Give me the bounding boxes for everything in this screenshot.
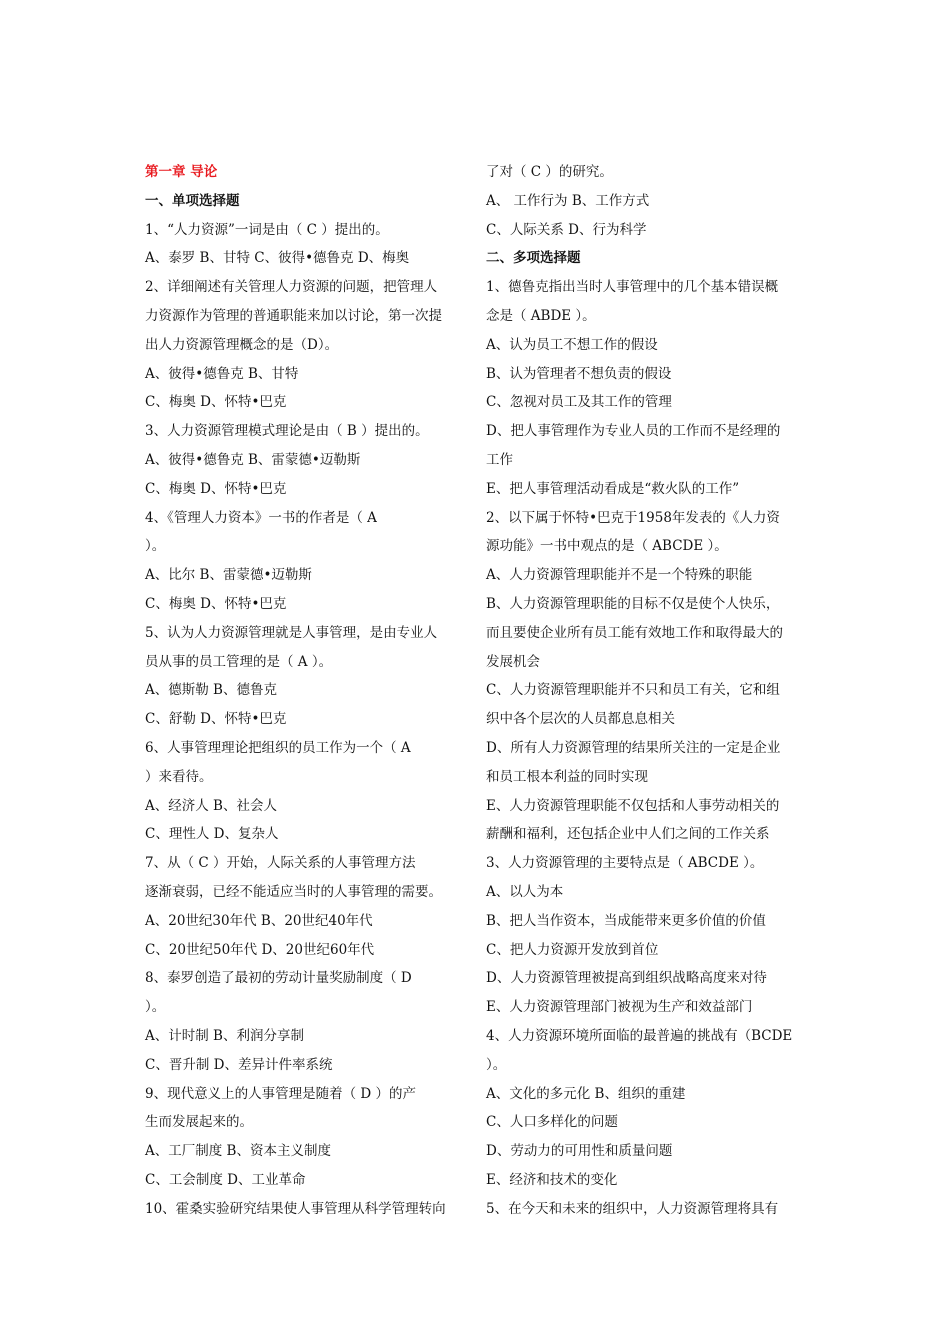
right-text-line-2: C、人际关系 D、行为科学: [486, 221, 647, 238]
left-text-line-24: 7、从（ C ）开始，人际关系的人事管理方法: [145, 855, 416, 872]
left-text-line-34: A、工厂制度 B、资本主义制度: [145, 1143, 331, 1160]
left-text-line-23: C、理性人 D、复杂人: [145, 826, 279, 843]
right-text-line-10: 工作: [486, 451, 513, 468]
left-text-line-36: 10、霍桑实验研究结果使人事管理从科学管理转向: [145, 1200, 446, 1217]
right-text-line-24: 3、人力资源管理的主要特点是（ ABCDE ）。: [486, 855, 764, 872]
chapter-title: 第一章 导论: [145, 164, 218, 180]
left-column: [145, 158, 467, 1223]
left-text-line-14: A、比尔 B、雷蒙德•迈勒斯: [145, 567, 312, 584]
right-text-line-11: E、把人事管理活动看成是“救火队的工作”: [486, 480, 740, 497]
left-text-line-13: ）。: [145, 538, 166, 555]
left-text-line-2: 1、“人力资源”一词是由（ C ）提出的。: [145, 221, 389, 238]
right-text-line-21: 和员工根本利益的同时实现: [486, 768, 648, 785]
left-text-line-31: C、晋升制 D、差异计件率系统: [145, 1056, 333, 1073]
right-text-line-1: A、 工作行为 B、工作方式: [486, 192, 650, 209]
left-text-line-17: 员从事的员工管理的是（ A ）。: [145, 653, 333, 670]
right-text-line-25: A、以人为本: [486, 883, 564, 900]
right-text-line-12: 2、以下属于怀特•巴克于1958年发表的《人力资: [486, 509, 780, 526]
right-text-line-7: B、认为管理者不想负责的假设: [486, 365, 672, 382]
right-text-line-6: A、认为员工不想工作的假设: [486, 336, 658, 353]
right-text-line-26: B、把人当作资本，当成能带来更多价值的价值: [486, 912, 766, 929]
right-text-line-22: E、人力资源管理职能不仅包括和人事劳动相关的: [486, 797, 780, 814]
right-text-line-18: C、人力资源管理职能并不只和员工有关，它和组: [486, 682, 780, 699]
left-text-line-5: 力资源作为管理的普通职能来加以讨论，第一次提: [145, 307, 442, 324]
right-text-line-28: D、人力资源管理被提高到组织战略高度来对待: [486, 970, 767, 987]
left-text-line-4: 2、详细阐述有关管理人力资源的问题，把管理人: [145, 279, 438, 296]
left-text-line-10: A、彼得•德鲁克 B、雷蒙德•迈勒斯: [145, 451, 361, 468]
left-text-line-32: 9、现代意义上的人事管理是随着（ D ）的产: [145, 1085, 416, 1102]
left-text-line-33: 生而发展起来的。: [145, 1114, 253, 1131]
left-text-line-25: 逐渐衰弱，已经不能适应当时的人事管理的需要。: [145, 883, 442, 900]
right-text-line-30: 4、人力资源环境所面临的最普遍的挑战有（BCDE: [486, 1027, 793, 1044]
right-text-line-4: 1、德鲁克指出当时人事管理中的几个基本错误概: [486, 279, 779, 296]
left-text-line-27: C、20世纪50年代 D、20世纪60年代: [145, 941, 375, 958]
left-text-line-19: C、舒勒 D、怀特•巴克: [145, 711, 287, 728]
left-text-line-12: 4、《管理人力资本》一书的作者是（ A: [145, 509, 377, 526]
right-text-line-9: D、把人事管理作为专业人员的工作而不是经理的: [486, 423, 781, 440]
right-column: [486, 158, 811, 1223]
left-text-line-29: ）。: [145, 999, 166, 1016]
left-text-line-18: A、德斯勒 B、德鲁克: [145, 682, 277, 699]
right-text-line-27: C、把人力资源开发放到首位: [486, 941, 659, 958]
left-text-line-21: ）来看待。: [145, 768, 213, 785]
left-text-line-7: A、彼得•德鲁克 B、甘特: [145, 365, 299, 382]
section-heading: 二、多项选择题: [486, 250, 581, 267]
right-text-line-8: C、忽视对员工及其工作的管理: [486, 394, 672, 411]
left-text-line-15: C、梅奥 D、怀特•巴克: [145, 595, 287, 612]
right-text-line-0: 了对（ C ）的研究。: [486, 164, 613, 180]
left-text-line-3: A、泰罗 B、甘特 C、彼得•德鲁克 D、梅奥: [145, 250, 410, 267]
left-text-line-9: 3、人力资源管理模式理论是由（ B ）提出的。: [145, 423, 429, 440]
left-text-line-26: A、20世纪30年代 B、20世纪40年代: [145, 912, 373, 929]
right-text-line-14: A、人力资源管理职能并不是一个特殊的职能: [486, 567, 753, 584]
right-text-line-33: C、人口多样化的问题: [486, 1114, 618, 1131]
right-text-line-35: E、经济和技术的变化: [486, 1171, 618, 1188]
right-text-line-31: ）。: [486, 1056, 507, 1073]
left-text-line-8: C、梅奥 D、怀特•巴克: [145, 394, 287, 411]
right-text-line-15: B、人力资源管理职能的目标不仅是使个人快乐，: [486, 595, 780, 612]
right-text-line-34: D、劳动力的可用性和质量问题: [486, 1143, 673, 1160]
right-text-line-32: A、文化的多元化 B、组织的重建: [486, 1085, 686, 1102]
right-text-line-19: 织中各个层次的人员都息息相关: [486, 711, 675, 728]
right-text-line-36: 5、在今天和未来的组织中，人力资源管理将具有: [486, 1200, 779, 1217]
left-text-line-16: 5、认为人力资源管理就是人事管理，是由专业人: [145, 624, 438, 641]
left-text-line-20: 6、人事管理理论把组织的员工作为一个（ A: [145, 739, 411, 756]
section-heading: 一、单项选择题: [145, 192, 240, 209]
right-text-line-13: 源功能》一书中观点的是（ ABCDE ）。: [486, 538, 728, 555]
left-text-line-30: A、计时制 B、利润分享制: [145, 1027, 304, 1044]
right-text-line-29: E、人力资源管理部门被视为生产和效益部门: [486, 999, 753, 1016]
left-text-line-28: 8、泰罗创造了最初的劳动计量奖励制度（ D: [145, 970, 412, 987]
left-text-line-35: C、工会制度 D、工业革命: [145, 1171, 306, 1188]
right-text-line-5: 念是（ ABDE ）。: [486, 307, 596, 324]
left-text-line-22: A、经济人 B、社会人: [145, 797, 277, 814]
right-text-line-17: 发展机会: [486, 653, 540, 670]
left-text-line-11: C、梅奥 D、怀特•巴克: [145, 480, 287, 497]
left-text-line-6: 出人力资源管理概念的是（D）。: [145, 336, 339, 353]
right-text-line-16: 而且要使企业所有员工能有效地工作和取得最大的: [486, 624, 783, 641]
right-text-line-20: D、所有人力资源管理的结果所关注的一定是企业: [486, 739, 781, 756]
right-text-line-23: 薪酬和福利，还包括企业中人们之间的工作关系: [486, 826, 770, 843]
